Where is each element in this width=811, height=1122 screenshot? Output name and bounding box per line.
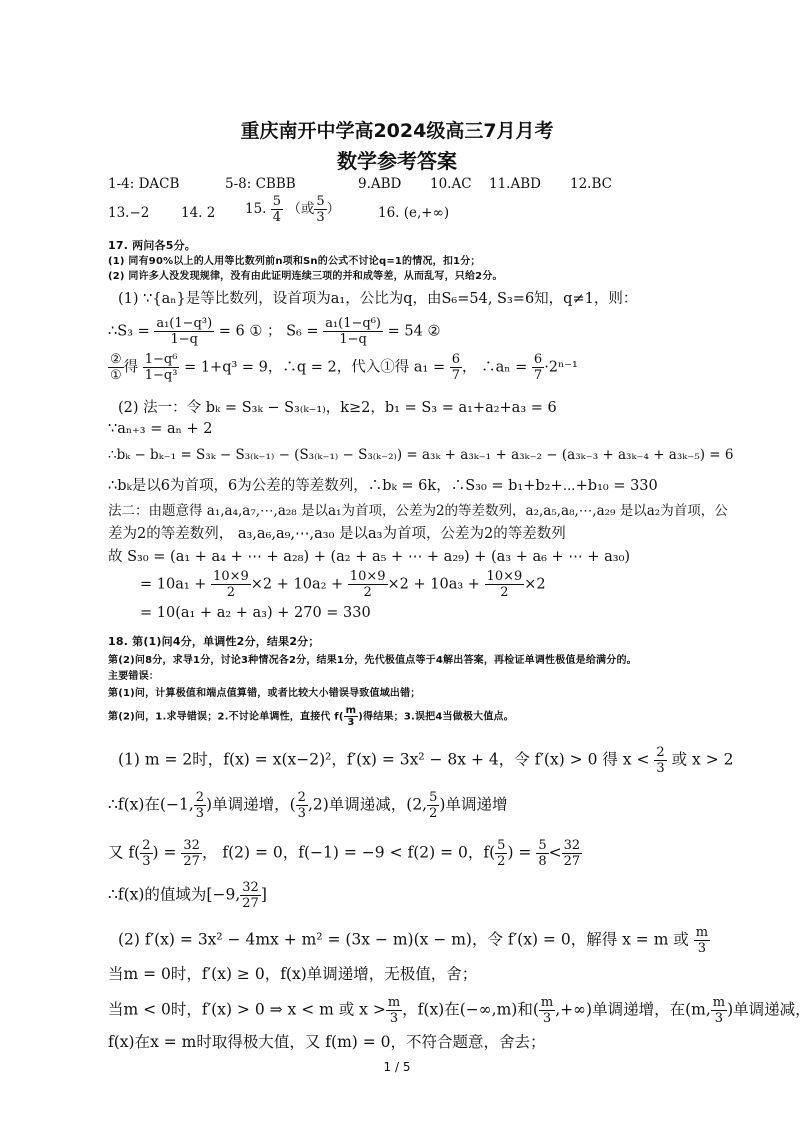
q17-line-1: (1) ∵{aₙ}是等比数列，设首项为a₁，公比为q，由S₆=54, S₃=6知，q≠1，则：	[118, 291, 638, 307]
answer-9: 9.ABD	[358, 176, 402, 192]
q18-line-4: ∴f(x)的值域为[−9, $\frac{32}{27}$ ]	[108, 880, 267, 911]
page-number: 1 / 5	[383, 1060, 411, 1074]
answer-1-4: 1-4: DACB	[108, 176, 180, 192]
q17-line-8: 法二：由题意得 a₁,a₄,a₇,⋯,a₂₈ 是以a₁为首项，公差为2的等差数列，a₂,a₅,a₈,⋯,a₂₉ 是以a₂为首项，公	[108, 503, 728, 519]
q17-line-2: ∴S₃ = $\frac{\text{a₁(1−q³)}}{1-q}$ = 6 ① ； S₆ = $\frac{\text{a₁(1−q⁶)}}{1-q}$ = 54 ②	[108, 316, 441, 347]
exam-title: 重庆南开中学高2024级高三7月月考	[240, 120, 554, 142]
answer-12: 12.BC	[570, 176, 612, 192]
q18-line-7: 当m < 0时，f′(x) > 0 ⇒ x < m 或 x > $\frac{m}{3}$ ，f(x)在(−∞,m)和( $\frac{m}{3}$ ,+∞)单调递增，在(m, $\frac{m}{3}$ )单调递减，	[108, 995, 811, 1026]
q17-line-9: 差为2的等差数列， a₃,a₆,a₉,⋯,a₃₀ 是以a₃为首项，公差为2的等差数列	[108, 526, 566, 542]
q17-grading-note-1: (1) 同有90%以上的人用等比数列前n项和Sn的公式不讨论q=1的情况，扣1分；	[108, 256, 481, 267]
q17-line-6: ∴bₖ − bₖ₋₁ = S₃ₖ − S₃₍ₖ₋₁₎ − (S₃₍ₖ₋₁₎ − S₃₍ₖ₋₂₎) = a₃ₖ + a₃ₖ₋₁ + a₃ₖ₋₂ − (a₃ₖ₋₃ + a₃ₖ₋₄ + a₃ₖ₋₅) = 6	[108, 447, 734, 463]
q17-line-7: ∴bₖ是以6为首项，6为公差的等差数列，∴bₖ = 6k，∴S₃₀ = b₁+b₂+⋯+b₁₀ = 330	[108, 478, 658, 494]
q17-line-10: 故 S₃₀ = (a₁ + a₄ + ⋯ + a₂₈) + (a₂ + a₅ + ⋯ + a₂₉) + (a₃ + a₆ + ⋯ + a₃₀)	[108, 549, 631, 565]
q18-line-1: (1) m = 2时，f(x) = x(x−2)²，f′(x) = 3x² − 8x + 4，令 f′(x) > 0 得 x < $\frac{2}{3}$ 或 x > 2	[118, 745, 734, 776]
q18-grading-note-2: 主要错误：	[108, 671, 159, 682]
q18-line-3: 又 f( $\frac{2}{3}$ ) = $\frac{32}{27}$ ， f(2) = 0，f(−1) = −9 < f(2) = 0，f( $\frac{5}{2}$ ) = $\frac{5}{8}$ < $\frac{32}{27}$	[108, 838, 581, 869]
q18-grading-note-1: 第(2)问8分，求导1分，讨论3种情况各2分，结果1分，先代极值点等于4解出答案，再检证单调性极值是给满分的。	[108, 655, 637, 666]
q17-grading-note-2: (2) 同许多人没发现规律，没有由此证明连续三项的并和成等差，从而乱写，只给2分。	[108, 271, 503, 282]
q18-line-5: (2) f′(x) = 3x² − 4mx + m² = (3x − m)(x − m)，令 f′(x) = 0，解得 x = m 或 $\frac{m}{3}$	[118, 925, 709, 956]
q17-heading: 17. 两问各5分。	[108, 239, 196, 252]
q18-heading: 18. 第(1)问4分，单调性2分，结果2分；	[108, 635, 320, 648]
q18-grading-note-3: 第(1)问，计算极值和端点值算错，或者比较大小错误导致值域出错；	[108, 688, 421, 699]
q18-line-6: 当m = 0时，f′(x) ≥ 0，f(x)单调递增，无极值，舍；	[108, 965, 478, 983]
answer-11: 11.ABD	[489, 176, 541, 192]
answer-10: 10.AC	[430, 176, 472, 192]
q18-grading-note-4: 第(2)问，1.求导错误；2.不讨论单调性，直接代 f( $\frac{m}{3}$ )得结果；3.误把4当做极大值点。	[108, 705, 514, 728]
exam-subtitle: 数学参考答案	[337, 149, 457, 173]
q18-line-2: ∴f(x)在(−1, $\frac{2}{3}$ )单调递增，( $\frac{2}{3}$ ,2)单调递减，(2, $\frac{5}{2}$ )单调递增	[108, 790, 508, 821]
q17-line-11: = 10a₁ + $\frac{10\times 9}{2}$ ×2 + 10a₂ + $\frac{10\times 9}{2}$ ×2 + 10a₃ + $\frac{10\times 9}{2}$ ×2	[140, 569, 546, 600]
answer-14: 14. 2	[181, 205, 216, 221]
q17-line-12: = 10(a₁ + a₂ + a₃) + 270 = 330	[140, 605, 371, 621]
answer-15: 15. $\frac{5}{4}$ （或 $\frac{5}{3}$ ）	[245, 194, 341, 225]
q17-line-3: $\frac{\text{②}}{\text{①}}$ 得 $\frac{\text{1−q⁶}}{\text{1−q³}}$ = 1+q³ = 9，∴q = 2，代入①得 a₁ = $\frac{6}{7}$ ， ∴aₙ = $\frac{6}{7}$ ·2ⁿ⁻¹	[110, 352, 578, 383]
q17-line-4: (2) 法一：令 bₖ = S₃ₖ − S₃₍ₖ₋₁₎，k≥2，b₁ = S₃ = a₁+a₂+a₃ = 6	[118, 400, 557, 416]
answer-5-8: 5-8: CBBB	[225, 176, 296, 192]
answer-16: 16. (e,+∞)	[378, 205, 450, 221]
q17-line-5: ∵aₙ₊₃ = aₙ + 2	[108, 421, 213, 437]
answer-13: 13.−2	[108, 205, 150, 221]
q18-line-8: f(x)在x = m时取得极大值，又 f(m) = 0，不符合题意，舍去；	[108, 1033, 546, 1051]
